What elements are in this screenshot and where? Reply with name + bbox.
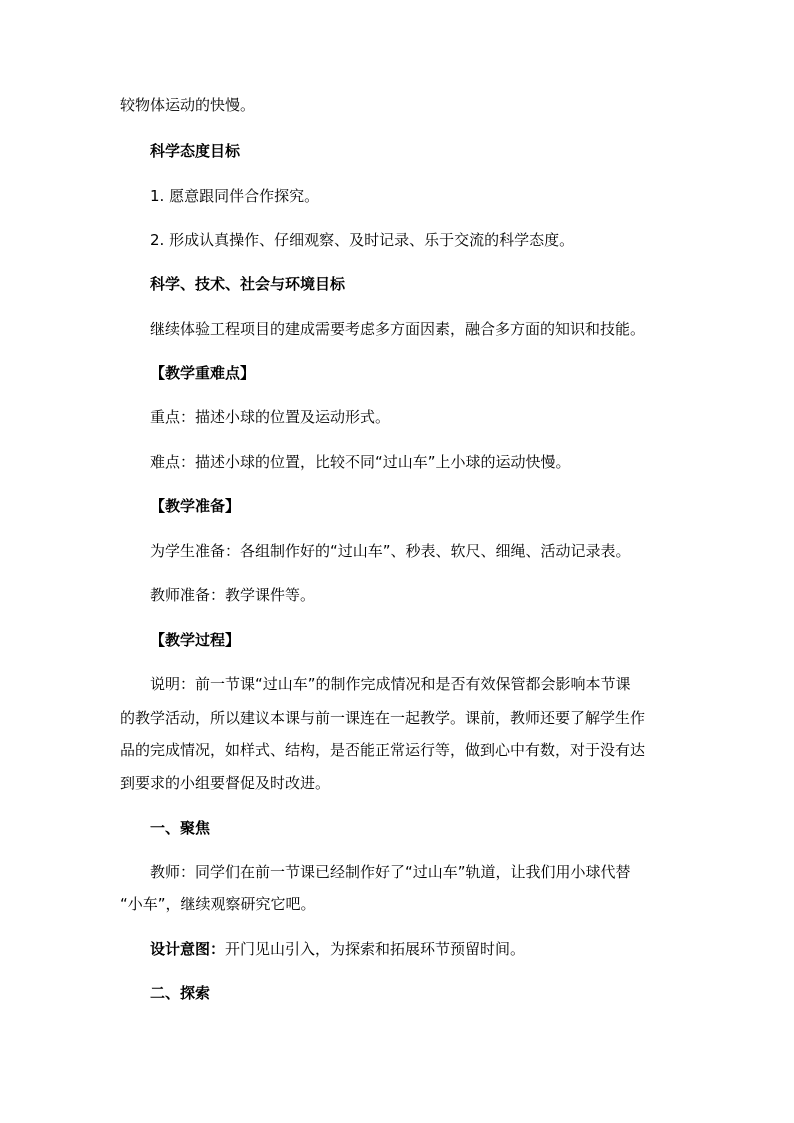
paragraph-student-prep: 为学生准备：各组制作好的“过山车”、秒表、软尺、细绳、活动记录表。 [150,542,631,560]
heading-stse-goals: 科学、技术、社会与环境目标 [150,275,346,293]
paragraph-design-intent [150,939,525,959]
design-intent-text: 开门见山引入，为探索和拓展环节预留时间。 [225,940,526,958]
heading-process: 【教学过程】 [150,631,241,649]
paragraph-teacher-line-2: “小车”，继续观察研究它吧。 [120,895,316,913]
paragraph-note-line-2: 的教学活动，所以建议本课与前一课连在一起教学。课前，教师还要了解学生作 [120,709,646,727]
paragraph-teacher-line-1: 教师：同学们在前一节课已经制作好了“过山车”轨道，让我们用小球代替 [150,863,631,881]
paragraph-difficulty: 难点：描述小球的位置，比较不同“过山车”上小球的运动快慢。 [150,453,571,471]
heading-preparation: 【教学准备】 [150,497,241,515]
paragraph-note-line-1: 说明：前一节课“过山车”的制作完成情况和是否有效保管都会影响本节课 [150,675,631,693]
paragraph-note-line-4: 到要求的小组要督促及时改进。 [120,774,331,792]
list-item-2: 2. 形成认真操作、仔细观察、及时记录、乐于交流的科学态度。 [150,231,575,249]
paragraph-teacher-prep: 教师准备：教学课件等。 [150,586,316,604]
paragraph-stse: 继续体验工程项目的建成需要考虑多方面因素，融合多方面的知识和技能。 [150,320,646,338]
heading-key-difficulties: 【教学重难点】 [150,364,256,382]
heading-explore: 二、探索 [150,984,211,1002]
paragraph-key-point: 重点：描述小球的位置及运动形式。 [150,408,391,426]
heading-science-attitude-goals: 科学态度目标 [150,142,241,160]
paragraph-continuation: 较物体运动的快慢。 [120,96,256,114]
list-item-1: 1. 愿意跟同伴合作探究。 [150,187,320,205]
paragraph-note-line-3: 品的完成情况，如样式、结构，是否能正常运行等，做到心中有数，对于没有达 [120,741,646,759]
heading-focus: 一、聚焦 [150,819,211,837]
design-intent-label: 设计意图： [150,940,226,958]
